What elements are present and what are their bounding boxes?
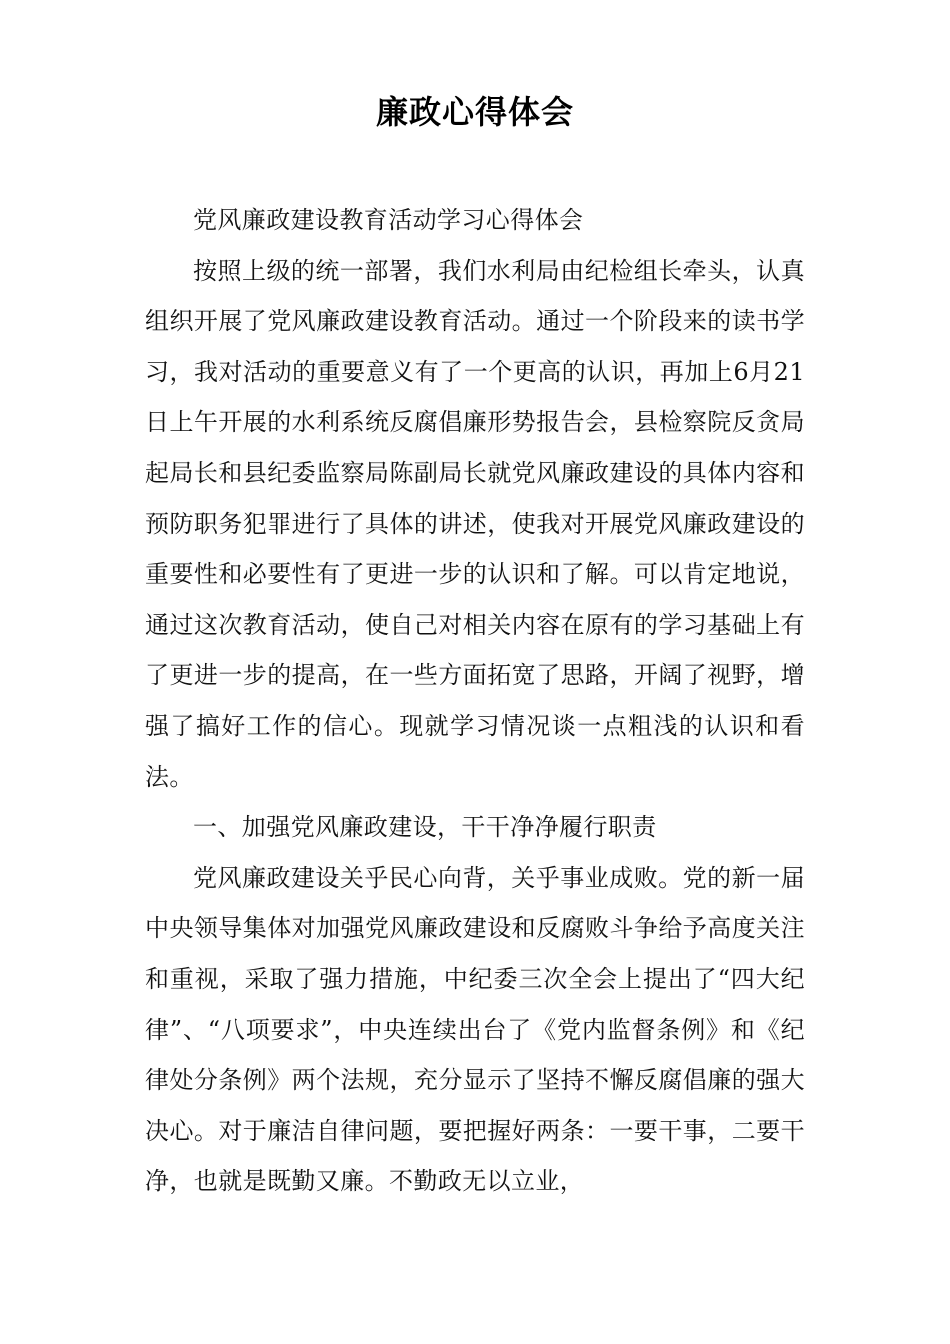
paragraph-section-1: 党风廉政建设关乎民心向背，关乎事业成败。党的新一届中央领导集体对加强党风廉政建设和反腐败斗争给予高度关注和重视，采取了强力措施，中纪委三次全会上提出了“四大纪律”、“八项要求”，中央连续出台了《党内监督条例》和《纪律处分条例》两个法规，充分显示了坚持不懈反腐倡廉的强大决心。对于廉洁自律问题，要把握好两条：一要干事，二要干净，也就是既勤又廉。不勤政无以立业， [145,863,805,1196]
paragraph-subtitle: 党风廉政建设教育活动学习心得体会 [193,206,584,234]
document-title: 廉政心得体会 [375,93,574,131]
paragraph-intro: 按照上级的统一部署，我们水利局由纪检组长牵头，认真组织开展了党风廉政建设教育活动。通过一个阶段来的读书学习，我对活动的重要意义有了一个更高的认识，再加上6月21日上午开展的水利系统反腐倡廉形势报告会，县检察院反贪局起局长和县纪委监察局陈副局长就党风廉政建设的具体内容和预防职务犯罪进行了具体的讲述，使我对开展党风廉政建设的重要性和必要性有了更进一步的认识和了解。可以肯定地说，通过这次教育活动，使自己对相关内容在原有的学习基础上有了更进一步的提高，在一些方面拓宽了思路，开阔了视野，增强了搞好工作的信心。现就学习情况谈一点粗浅的认识和看法。 [145,256,805,791]
section-heading-1: 一、加强党风廉政建设，干干净净履行职责 [193,813,657,842]
document-body [145,195,805,1207]
